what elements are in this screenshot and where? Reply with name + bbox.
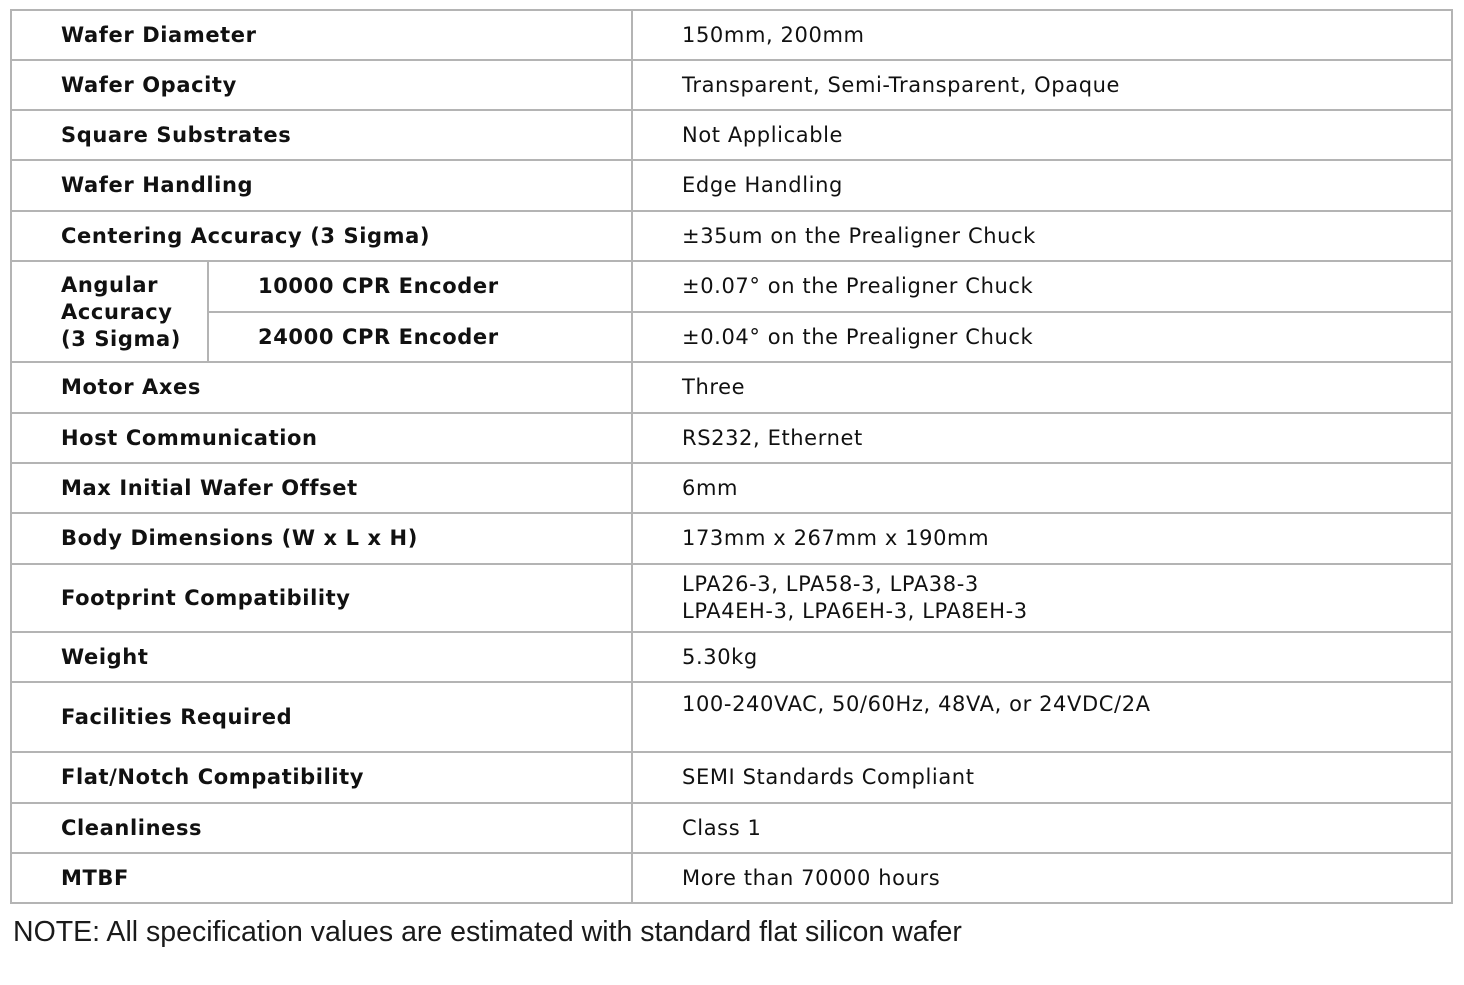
spec-label-max-initial-wafer-offset: Max Initial Wafer Offset xyxy=(11,463,632,513)
table-row xyxy=(11,362,1452,413)
spec-value-weight: 5.30kg xyxy=(632,632,1452,682)
spec-value-motor-axes: Three xyxy=(632,362,1452,413)
spec-value-wafer-diameter: 150mm, 200mm xyxy=(632,10,1452,60)
spec-value-cleanliness: Class 1 xyxy=(632,803,1452,853)
spec-label-weight: Weight xyxy=(11,632,632,682)
table-row xyxy=(11,853,1452,903)
table-row xyxy=(11,211,1452,261)
table-row xyxy=(11,463,1452,513)
table-row xyxy=(11,513,1452,564)
angular-label-line-1: Angular xyxy=(61,273,159,297)
spec-value-wafer-opacity: Transparent, Semi-Transparent, Opaque xyxy=(632,60,1452,110)
angular-label-line-2: Accuracy xyxy=(61,300,173,324)
angular-label-line-3: (3 Sigma) xyxy=(61,327,181,351)
footprint-value-line-2: LPA4EH-3, LPA6EH-3, LPA8EH-3 xyxy=(682,599,1028,623)
spec-label-cleanliness: Cleanliness xyxy=(11,803,632,853)
spec-label-wafer-handling: Wafer Handling xyxy=(11,160,632,211)
spec-label-flat-notch-compatibility: Flat/Notch Compatibility xyxy=(11,752,632,803)
table-row xyxy=(11,160,1452,211)
spec-value-angular-24000: ±0.04° on the Prealigner Chuck xyxy=(632,312,1452,362)
spec-label-mtbf: MTBF xyxy=(11,853,632,903)
spec-label-motor-axes: Motor Axes xyxy=(11,362,632,413)
spec-value-body-dimensions: 173mm x 267mm x 190mm xyxy=(632,513,1452,564)
spec-sublabel-encoder-10000: 10000 CPR Encoder xyxy=(208,261,632,312)
specification-note: NOTE: All specification values are estimated with standard flat silicon wafer xyxy=(13,916,962,948)
spec-label-wafer-diameter: Wafer Diameter xyxy=(11,10,632,60)
spec-label-facilities-required: Facilities Required xyxy=(11,682,632,752)
table-row xyxy=(11,752,1452,803)
spec-value-mtbf: More than 70000 hours xyxy=(632,853,1452,903)
table-row xyxy=(11,60,1452,110)
spec-value-max-initial-wafer-offset: 6mm xyxy=(632,463,1452,513)
spec-value-facilities-required: 100-240VAC, 50/60Hz, 48VA, or 24VDC/2A xyxy=(632,682,1452,752)
spec-value-wafer-handling: Edge Handling xyxy=(632,160,1452,211)
table-row xyxy=(11,803,1452,853)
spec-value-host-communication: RS232, Ethernet xyxy=(632,413,1452,463)
spec-label-centering-accuracy: Centering Accuracy (3 Sigma) xyxy=(11,211,632,261)
spec-sublabel-encoder-24000: 24000 CPR Encoder xyxy=(208,312,632,362)
spec-label-host-communication: Host Communication xyxy=(11,413,632,463)
spec-label-wafer-opacity: Wafer Opacity xyxy=(11,60,632,110)
table-row xyxy=(11,632,1452,682)
table-row xyxy=(11,10,1452,60)
table-row xyxy=(11,312,1452,362)
spec-value-footprint-compatibility xyxy=(632,564,1452,632)
spec-value-square-substrates: Not Applicable xyxy=(632,110,1452,160)
table-row xyxy=(11,261,1452,312)
table-row xyxy=(11,413,1452,463)
table-row xyxy=(11,110,1452,160)
spec-label-body-dimensions: Body Dimensions (W x L x H) xyxy=(11,513,632,564)
footprint-value-line-1: LPA26-3, LPA58-3, LPA38-3 xyxy=(682,572,979,596)
spec-value-angular-10000: ±0.07° on the Prealigner Chuck xyxy=(632,261,1452,312)
spec-value-centering-accuracy: ±35um on the Prealigner Chuck xyxy=(632,211,1452,261)
spec-label-footprint-compatibility: Footprint Compatibility xyxy=(11,564,632,632)
table-row xyxy=(11,682,1452,752)
spec-label-square-substrates: Square Substrates xyxy=(11,110,632,160)
spec-label-angular-accuracy xyxy=(11,261,208,362)
spec-value-flat-notch-compatibility: SEMI Standards Compliant xyxy=(632,752,1452,803)
specification-table xyxy=(10,9,1453,904)
table-row xyxy=(11,564,1452,632)
